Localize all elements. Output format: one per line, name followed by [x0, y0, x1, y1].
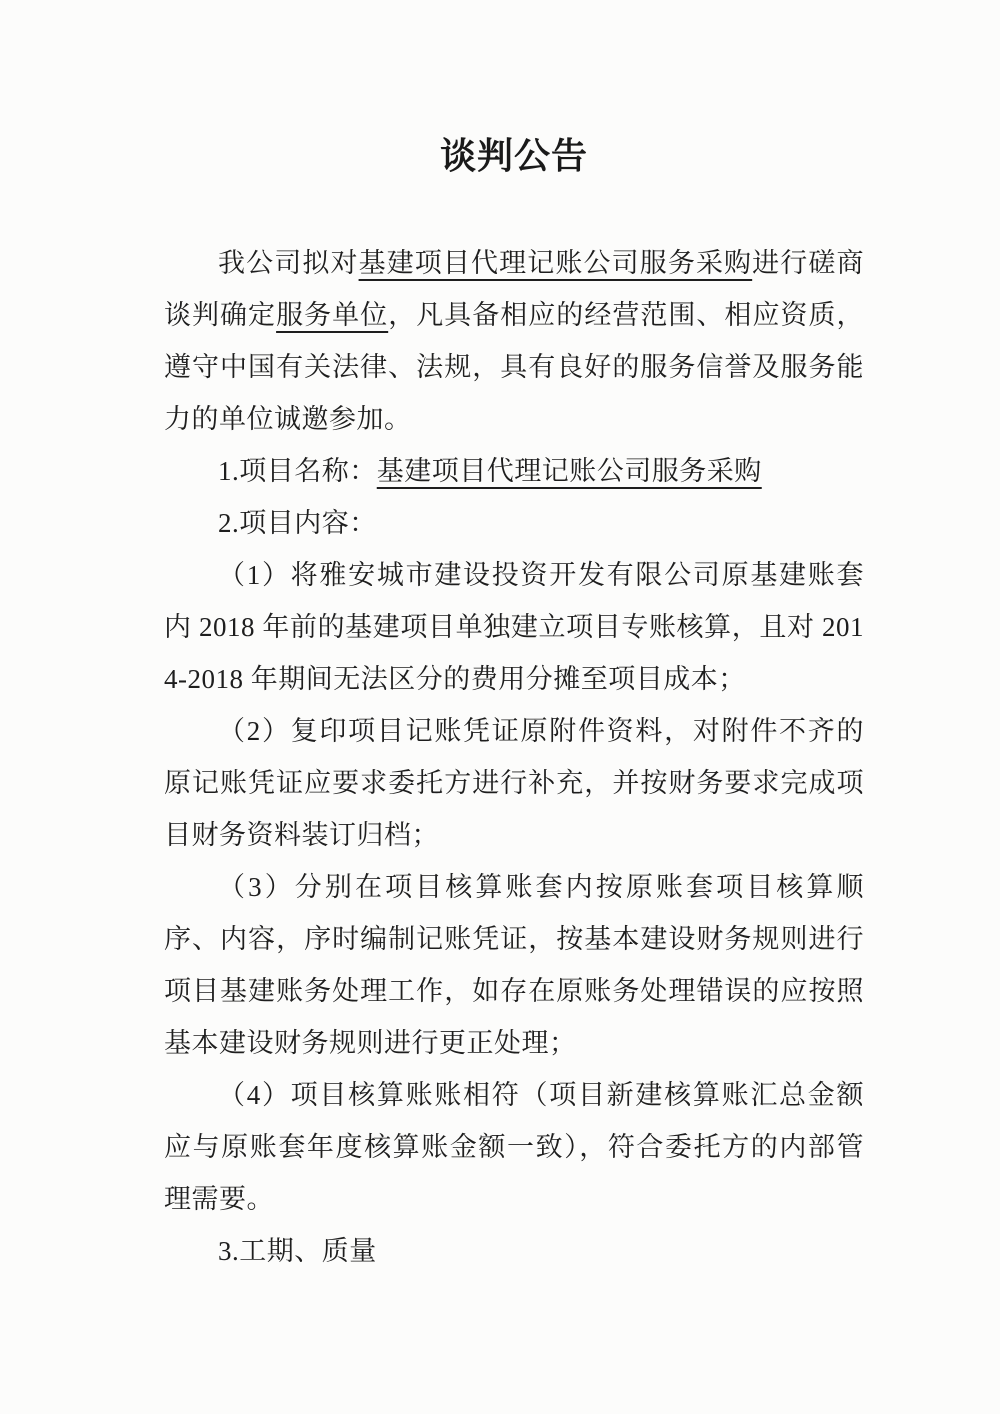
text-run: 进行磋商谈判确定	[164, 248, 865, 330]
text-run: （3）分别在项目核算账套内按原账套项目核算顺序、内容，序时编制记账凭证，按基本建设财务规则进行项目基建账务处理工作，如存在原账务处理错误的应按照基本建设财务规则进行更正处理；	[164, 872, 864, 1058]
text-run: 2.项目内容：	[218, 508, 377, 538]
paragraph-item-1-project-name	[164, 445, 864, 497]
paragraph-content-point-1	[164, 549, 864, 705]
text-run: （1）将雅安城市建设投资开发有限公司原基建账套内 2018 年前的基建项目单独建立项目专账核算，且对 2014-2018 年期间无法区分的费用分摊至项目成本；	[164, 560, 864, 694]
underlined-text: 服务单位	[276, 300, 389, 330]
text-run: （2）复印项目记账凭证原附件资料，对附件不齐的原记账凭证应要求委托方进行补充，并按财务要求完成项目财务资料装订归档；	[164, 716, 864, 850]
page-title: 谈判公告	[439, 136, 588, 176]
document-body	[164, 237, 864, 1277]
paragraph-content-point-3	[164, 861, 864, 1069]
paragraph-intro	[164, 237, 864, 445]
text-run: 3.工期、质量	[218, 1236, 377, 1266]
text-run: （4）项目核算账账相符（项目新建核算账汇总金额应与原账套年度核算账金额一致），符合委托方的内部管理需要。	[164, 1080, 864, 1214]
paragraph-item-2-project-content	[164, 497, 864, 549]
text-run: 1.项目名称：	[218, 456, 377, 486]
underlined-text: 基建项目代理记账公司服务采购	[376, 456, 762, 486]
paragraph-content-point-2	[164, 705, 864, 861]
text-run: ，凡具备相应的经营范围、相应资质，遵守中国有关法律、法规，具有良好的服务信誉及服务能力的单位诚邀参加。	[164, 300, 865, 434]
paragraph-content-point-4	[164, 1069, 864, 1225]
paragraph-item-3-duration-quality	[164, 1225, 864, 1277]
text-run: 我公司拟对	[218, 248, 359, 278]
underlined-text: 基建项目代理记账公司服务采购	[358, 248, 753, 278]
